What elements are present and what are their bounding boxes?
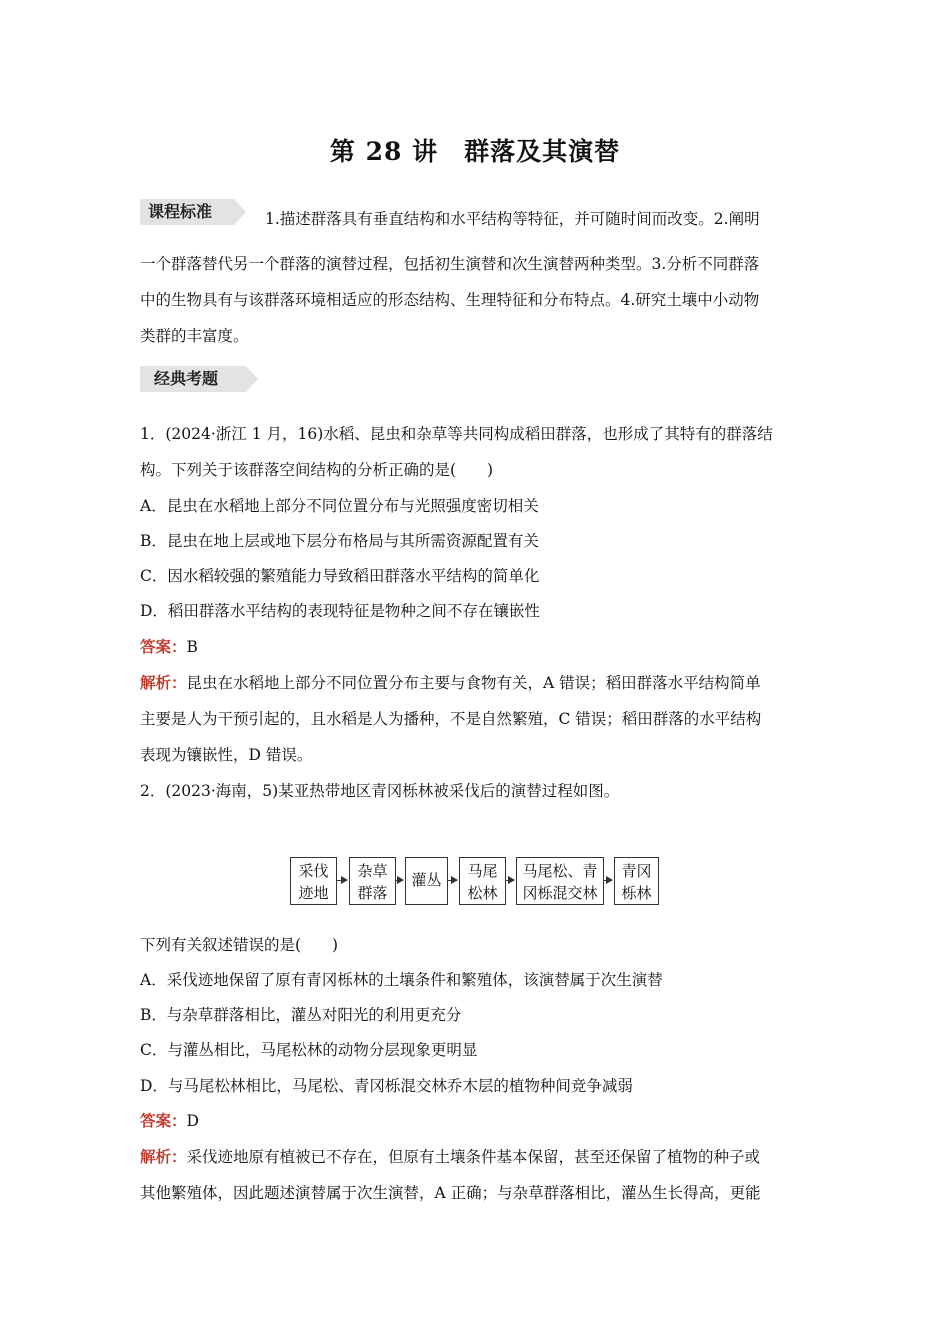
flow-box-4-line-2: 松林 bbox=[467, 884, 498, 902]
flow-arrow-1 bbox=[337, 880, 347, 881]
flow-box-1-line-2: 迹地 bbox=[298, 884, 329, 902]
q2-answer-label: 答案： bbox=[140, 1111, 187, 1130]
q2-option-a: A．采伐迹地保留了原有青冈栎林的土壤条件和繁殖体，该演替属于次生演替 bbox=[140, 971, 663, 989]
flow-box-6-line-2: 栎林 bbox=[621, 884, 652, 902]
standard-line-1: 1.描述群落具有垂直结构和水平结构等特征，并可随时间而改变。2.阐明 bbox=[265, 210, 760, 228]
flow-arrow-3 bbox=[448, 880, 457, 881]
q1-analysis-line-3: 表现为镶嵌性，D 错误。 bbox=[140, 746, 313, 764]
q2-analysis-text-1: 采伐迹地原有植被已不存在，但原有土壤条件基本保留，甚至还保留了植物的种子或 bbox=[186, 1148, 761, 1166]
flow-box-1 bbox=[290, 857, 337, 905]
q1-answer-value: B bbox=[186, 638, 198, 656]
flow-arrow-5 bbox=[604, 880, 612, 881]
q1-stem-line-2: 构。下列关于该群落空间结构的分析正确的是( ) bbox=[140, 461, 494, 479]
q2-analysis-label: 解析： bbox=[140, 1147, 187, 1166]
flow-box-6 bbox=[614, 857, 659, 905]
standard-line-2: 一个群落替代另一个群落的演替过程，包括初生演替和次生演替两种类型。3.分析不同群落 bbox=[140, 255, 760, 273]
q2-option-c: C．与灌丛相比，马尾松林的动物分层现象更明显 bbox=[140, 1041, 478, 1059]
standard-line-3: 中的生物具有与该群落环境相适应的形态结构、生理特征和分布特点。4.研究土壤中小动物 bbox=[140, 291, 760, 309]
flow-box-2 bbox=[349, 857, 396, 905]
page-title: 第 28 讲 群落及其演替 bbox=[329, 137, 621, 166]
q2-analysis-line-2: 其他繁殖体，因此题述演替属于次生演替，A 正确；与杂草群落相比，灌丛生长得高，更能 bbox=[140, 1184, 761, 1202]
q2-answer bbox=[140, 1111, 812, 1131]
flow-box-2-line-2: 群落 bbox=[357, 884, 388, 902]
flow-box-2-line-1: 杂草 bbox=[357, 862, 388, 880]
q1-option-a: A．昆虫在水稻地上部分不同位置分布与光照强度密切相关 bbox=[140, 497, 539, 515]
q1-stem-line-1: 1．(2024·浙江 1 月，16)水稻、昆虫和杂草等共同构成稻田群落，也形成了其特有的群落结 bbox=[140, 425, 773, 443]
q1-analysis-text-1: 昆虫在水稻地上部分不同位置分布主要与食物有关，A 错误；稻田群落水平结构简单 bbox=[186, 674, 761, 692]
q1-option-b: B．昆虫在地上层或地下层分布格局与其所需资源配置有关 bbox=[140, 532, 539, 550]
flow-box-1-line-1: 采伐 bbox=[298, 862, 329, 880]
q2-question: 下列有关叙述错误的是( ) bbox=[140, 936, 339, 954]
flow-box-6-line-1: 青冈 bbox=[621, 862, 652, 880]
flow-box-5 bbox=[516, 857, 604, 905]
flow-box-4-line-1: 马尾 bbox=[467, 862, 498, 880]
q2-analysis-line-1 bbox=[140, 1147, 812, 1167]
q1-option-d: D．稻田群落水平结构的表现特征是物种之间不存在镶嵌性 bbox=[140, 602, 540, 620]
q2-answer-value: D bbox=[186, 1112, 199, 1130]
q1-answer bbox=[140, 637, 812, 657]
q1-option-c: C．因水稻较强的繁殖能力导致稻田群落水平结构的简单化 bbox=[140, 567, 540, 585]
flow-arrow-4 bbox=[506, 880, 514, 881]
q2-option-d: D．与马尾松林相比，马尾松、青冈栎混交林乔木层的植物种间竞争减弱 bbox=[140, 1077, 633, 1095]
classic-questions-badge: 经典考题 bbox=[140, 366, 246, 392]
flow-box-3-line-1: 灌丛 bbox=[411, 871, 442, 889]
course-standard-badge: 课程标准 bbox=[140, 199, 234, 225]
q1-answer-label: 答案： bbox=[140, 637, 187, 656]
q2-option-b: B．与杂草群落相比，灌丛对阳光的利用更充分 bbox=[140, 1006, 462, 1024]
q2-stem: 2．(2023·海南，5)某亚热带地区青冈栎林被采伐后的演替过程如图。 bbox=[140, 782, 620, 800]
standard-line-4: 类群的丰富度。 bbox=[140, 327, 249, 345]
flow-arrow-2 bbox=[396, 880, 403, 881]
q1-analysis-line-1 bbox=[140, 673, 812, 693]
q1-analysis-line-2: 主要是人为干预引起的，且水稻是人为播种，不是自然繁殖，C 错误；稻田群落的水平结构 bbox=[140, 710, 762, 728]
flow-box-5-line-1: 马尾松、青 bbox=[522, 862, 598, 880]
flow-box-5-line-2: 冈栎混交林 bbox=[522, 884, 598, 902]
flow-box-3 bbox=[405, 857, 448, 905]
q1-analysis-label: 解析： bbox=[140, 673, 187, 692]
flow-box-4 bbox=[459, 857, 506, 905]
